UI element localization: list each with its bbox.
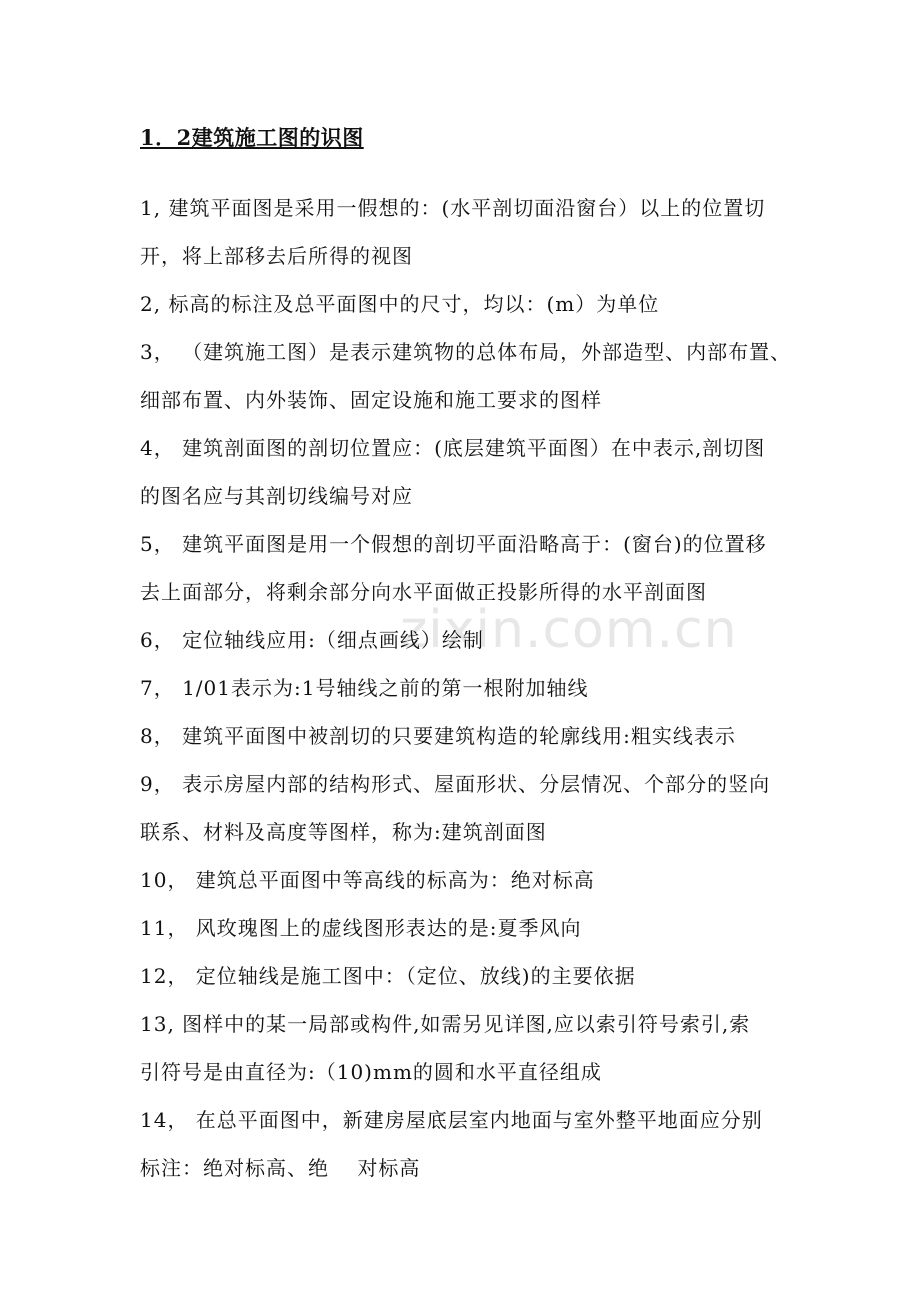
text-line: 4， 建筑剖面图的剖切位置应：(底层建筑平面图）在中表示,剖切图 xyxy=(140,436,766,460)
text-line: 1, 建筑平面图是采用一假想的：(水平剖切面沿窗台）以上的位置切 xyxy=(140,196,766,220)
text-line: 2, 标高的标注及总平面图中的尺寸，均以：(m）为单位 xyxy=(140,292,660,316)
text-line: 5， 建筑平面图是用一个假想的剖切平面沿略高于：(窗台)的位置移 xyxy=(140,532,767,556)
text-line: 8， 建筑平面图中被剖切的只要建筑构造的轮廓线用:粗实线表示 xyxy=(140,724,736,748)
section-title: 1．2建筑施工图的识图 xyxy=(140,125,364,150)
text-line: 6， 定位轴线应用:（细点画线）绘制 xyxy=(140,628,484,652)
text-line: 细部布置、内外装饰、固定设施和施工要求的图样 xyxy=(140,388,602,412)
text-line: 9， 表示房屋内部的结构形式、屋面形状、分层情况、个部分的竖向 xyxy=(140,772,771,796)
text-line: 的图名应与其剖切线编号对应 xyxy=(140,484,413,508)
text-line: 开，将上部移去后所得的视图 xyxy=(140,244,413,268)
text-line: 14， 在总平面图中，新建房屋底层室内地面与室外整平地面应分别 xyxy=(140,1108,763,1132)
text-line: 13, 图样中的某一局部或构件,如需另见详图,应以索引符号索引,索 xyxy=(140,1012,751,1036)
text-line: 10， 建筑总平面图中等高线的标高为：绝对标高 xyxy=(140,868,595,892)
text-line: 标注：绝对标高、绝 对标高 xyxy=(140,1156,421,1180)
text-line: 3， （建筑施工图）是表示建筑物的总体布局，外部造型、内部布置、 xyxy=(140,340,792,364)
watermark: zixin.com.cn xyxy=(400,600,738,660)
text-line: 联系、材料及高度等图样，称为:建筑剖面图 xyxy=(140,820,547,844)
text-line: 12， 定位轴线是施工图中：（定位、放线)的主要依据 xyxy=(140,964,636,988)
text-line: 去上面部分，将剩余部分向水平面做正投影所得的水平剖面图 xyxy=(140,580,707,604)
text-line: 引符号是由直径为:（10)mm的圆和水平直径组成 xyxy=(140,1060,602,1084)
text-line: 7， 1/01表示为:1号轴线之前的第一根附加轴线 xyxy=(140,676,589,700)
text-line: 11， 风玫瑰图上的虚线图形表达的是:夏季风向 xyxy=(140,916,582,940)
